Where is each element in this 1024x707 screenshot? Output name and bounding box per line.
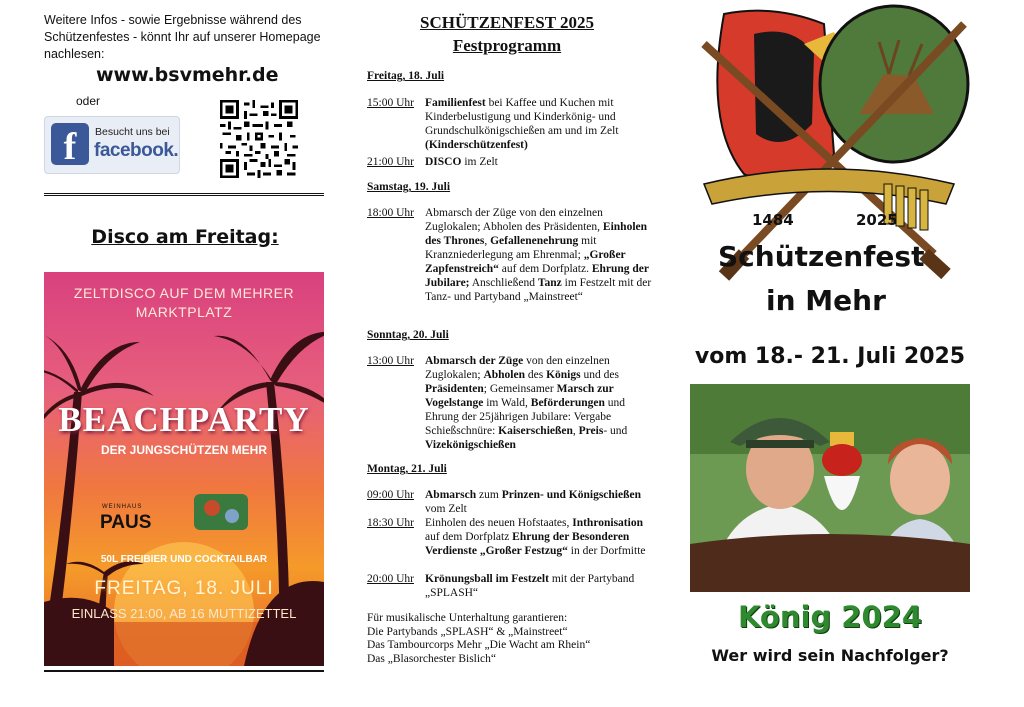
info-column xyxy=(40,0,330,707)
event-time: 21:00 Uhr xyxy=(367,156,414,168)
festival-title-line2: in Mehr xyxy=(766,284,886,317)
king-heading: König 2024 xyxy=(737,600,923,634)
festival-dates: vom 18.- 21. Juli 2025 xyxy=(694,344,966,369)
bold-text: „Großer Zapfenstreich“ xyxy=(425,249,626,275)
footer-line: Die Partybands „SPLASH“ & „Mainstreet“ xyxy=(367,625,568,638)
bold-text: Vizekönigschießen xyxy=(425,439,516,451)
text-run: und des xyxy=(580,369,619,381)
program-subtitle: Festprogramm xyxy=(452,36,562,55)
text-run: mit Kranzniederlegung am Ehrenmal; xyxy=(425,235,597,261)
bold-text: Königs xyxy=(546,369,581,381)
bold-text: Einholen des Thrones xyxy=(425,221,648,247)
year-founded: 1484 xyxy=(752,211,794,229)
event-description xyxy=(425,354,657,452)
poster-bar-text: 50L FREIBIER UND COCKTAILBAR xyxy=(100,554,268,565)
poster-date: FREITAG, 18. JULI xyxy=(94,578,274,599)
bold-text: Ehrung der Besonderen Verdienste xyxy=(425,531,630,557)
bold-text: Abholen xyxy=(483,369,525,381)
poster-top-line2: MARKTPLATZ xyxy=(135,304,233,320)
footer-line: Das „Blasorchester Bislich“ xyxy=(367,652,497,665)
text-run: ; Gemeinsamer xyxy=(483,383,557,395)
text-run: Anschließend xyxy=(469,277,538,289)
bold-text: Inthronisation xyxy=(572,517,643,529)
facebook-small-text: Besucht uns bei xyxy=(95,126,170,138)
footer-line: Das Tambourcorps Mehr „Die Wacht am Rhein“ xyxy=(367,639,591,651)
bold-text: Krönungsball im Festzelt xyxy=(425,573,549,585)
bold-text: Marsch zur Vogelstange xyxy=(425,383,614,409)
bold-text: (Kinderschützenfest) xyxy=(425,139,528,151)
text-run: Einholen des neuen Hofstaates, xyxy=(425,517,573,529)
event-time: 20:00 Uhr xyxy=(367,573,414,585)
info-text: Weitere Infos - sowie Ergebnisse während des Schützenfestes - könnt Ihr auf unserer Homepage nachlesen: xyxy=(44,13,321,61)
text-run: zum xyxy=(476,489,502,501)
text-run: mit der Partyband „SPLASH“ xyxy=(425,573,635,599)
king-couple-photo-graphic xyxy=(690,384,970,592)
text-run: und Ehrung der 25jährigen Jubilare: Vergabe Schießschnüre: xyxy=(425,397,626,437)
event-description xyxy=(425,155,657,169)
bold-text: Präsidenten xyxy=(425,383,484,395)
bold-text: Tanz xyxy=(537,277,562,289)
divider xyxy=(44,193,324,196)
program-title: SCHÜTZENFEST 2025 xyxy=(420,13,594,32)
beachparty-poster xyxy=(44,272,324,666)
program-column xyxy=(362,0,662,707)
bold-text: Beförderungen xyxy=(530,397,605,409)
text-run: auf dem Dorfplatz xyxy=(425,531,513,543)
successor-question: Wer wird sein Nachfolger? xyxy=(711,646,949,665)
event-description xyxy=(425,516,657,558)
day-heading: Sonntag, 20. Juli xyxy=(367,329,449,341)
event-time: 09:00 Uhr xyxy=(367,489,414,501)
bold-text: Preis xyxy=(578,425,604,437)
or-label: oder xyxy=(76,94,101,108)
facebook-badge[interactable] xyxy=(44,116,180,174)
event-time: 15:00 Uhr xyxy=(367,97,414,109)
music-footer xyxy=(367,612,657,666)
bottom-divider xyxy=(44,670,324,672)
day-heading: Samstag, 19. Juli xyxy=(367,181,451,193)
year-current: 2025 xyxy=(856,211,898,229)
facebook-brand-text: facebook. xyxy=(94,140,179,161)
text-run: im Wald, xyxy=(483,397,531,409)
text-run: im Festzelt mit der Tanz- und Partyband „Mainstreet“ xyxy=(425,277,652,303)
bold-text: Kaiserschießen xyxy=(498,425,573,437)
event-time: 18:30 Uhr xyxy=(367,517,414,529)
text-run: - und xyxy=(603,425,628,437)
disco-heading: Disco am Freitag: xyxy=(91,226,279,248)
text-run: auf dem Dorfplatz. xyxy=(498,263,592,275)
poster-entry: EINLASS 21:00, AB 16 MUTTIZETTEL xyxy=(71,606,297,621)
text-run: vom Zelt xyxy=(425,503,467,515)
bold-text: Abmarsch xyxy=(425,489,477,501)
day-heading: Montag, 21. Juli xyxy=(367,463,447,475)
qr-code-icon[interactable] xyxy=(220,100,298,178)
poster-subtitle: DER JUNGSCHÜTZEN MEHR xyxy=(100,443,267,457)
sponsor-small-text: WEINHAUS xyxy=(102,504,143,510)
footer-line: Für musikalische Unterhaltung garantieren: xyxy=(367,612,568,624)
event-time: 13:00 Uhr xyxy=(367,355,414,367)
text-run: in der Dorfmitte xyxy=(567,545,646,557)
event-description xyxy=(425,206,657,304)
text-run: bei Kaffee und Kuchen mit Kinderbelustigung und Kinderkönig- und Grundschulkönigschießen am und im Zelt xyxy=(425,97,619,137)
facebook-icon: f xyxy=(51,123,89,165)
festival-title-line1: Schützenfest xyxy=(718,240,925,273)
king-couple-photo xyxy=(690,384,970,592)
text-run: des xyxy=(525,369,547,381)
text-run: , xyxy=(484,235,491,247)
poster-title: BEACHPARTY xyxy=(58,400,310,439)
day-heading: Freitag, 18. Juli xyxy=(367,70,445,82)
bold-text: Gefallenenehrung xyxy=(490,235,579,247)
event-time: 18:00 Uhr xyxy=(367,207,414,219)
bold-text: DISCO xyxy=(425,156,462,168)
bold-text: Prinzen- und Königschießen xyxy=(501,489,641,501)
text-run: , xyxy=(572,425,579,437)
sponsor-logo-text: PAUS xyxy=(100,512,152,533)
event-description xyxy=(425,572,657,600)
bold-text: „Großer Festzug“ xyxy=(479,545,568,557)
bold-text: Ehrung der Jubilare; xyxy=(425,263,649,289)
bold-text: Abmarsch der Züge xyxy=(425,355,524,367)
event-description xyxy=(425,488,657,516)
homepage-link[interactable]: www.bsvmehr.de xyxy=(96,64,279,86)
bold-text: Familienfest xyxy=(425,97,486,109)
poster-top-line1: ZELTDISCO AUF DEM MEHRER xyxy=(73,285,295,301)
text-run: im Zelt xyxy=(461,156,498,168)
text-run: von den einzelnen Zuglokalen; xyxy=(425,355,610,381)
text-run: Abmarsch der Züge von den einzelnen Zuglokalen; Abholen des Präsidenten, xyxy=(425,207,603,233)
event-description xyxy=(425,96,657,152)
festival-column xyxy=(680,0,980,707)
